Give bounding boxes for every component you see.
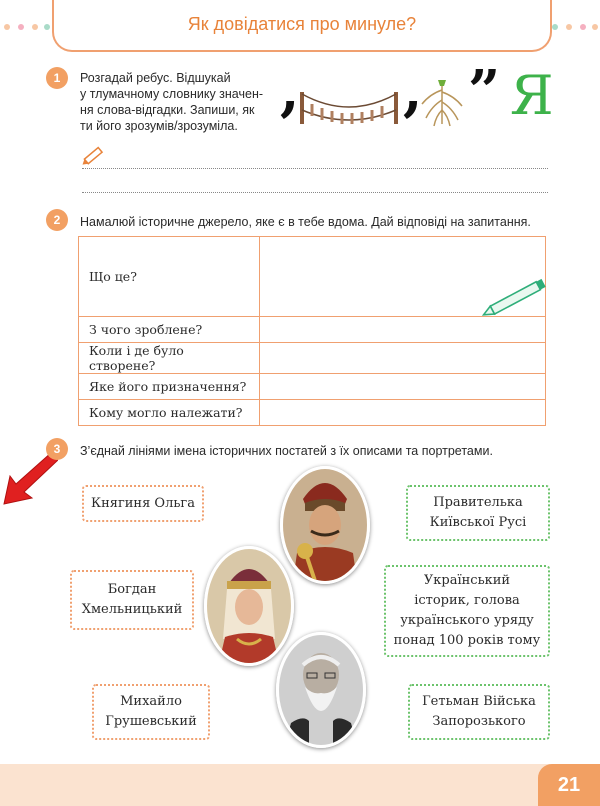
- description-box-hetman[interactable]: Гетьман Війська Запорозького: [408, 684, 550, 740]
- task-2-text: Намалюй історичне джерело, яке є в тебе вдома. Дай відповіді на запитання.: [80, 215, 531, 229]
- question-cell: Коли і де було створене?: [79, 343, 260, 374]
- name-box-khmelnytskyi[interactable]: Богдан Хмельницький: [70, 570, 194, 630]
- question-cell: Що це?: [79, 237, 260, 317]
- answer-line-2[interactable]: [82, 192, 548, 193]
- description-box-historian[interactable]: Український історик, голова українського уряду понад 100 років тому: [384, 565, 550, 657]
- rebus-letter: Я: [510, 64, 554, 127]
- portrait-olga[interactable]: [204, 546, 294, 666]
- answer-cell[interactable]: [260, 374, 546, 400]
- task-number-3: 3: [46, 438, 68, 460]
- question-cell: Кому могло належати?: [79, 400, 260, 426]
- root-icon: [416, 80, 468, 128]
- page-number: 21: [538, 764, 600, 806]
- decorative-dots-left: [0, 0, 52, 40]
- rebus-comma-3: ”: [468, 58, 501, 124]
- table-row: [79, 317, 546, 343]
- rebus-comma-2: ,: [403, 58, 423, 124]
- page-title: Як довідатися про минуле?: [187, 14, 417, 34]
- task-3-text: З’єднай лініями імена історичних постатей з їх описами та портретами.: [80, 444, 493, 458]
- answer-cell[interactable]: [260, 343, 546, 374]
- table-row: [79, 237, 546, 317]
- rebus-comma-1: ,: [280, 58, 300, 124]
- answer-cell[interactable]: [260, 400, 546, 426]
- footer-band: [0, 764, 600, 806]
- answer-line-1[interactable]: [82, 168, 548, 169]
- table-row: [79, 343, 546, 374]
- pencil-icon: [82, 144, 106, 166]
- portrait-hrushevskyi[interactable]: [276, 632, 366, 748]
- rope-bridge-icon: [298, 84, 402, 132]
- portrait-khmelnytskyi[interactable]: [280, 466, 370, 584]
- description-box-ruler[interactable]: Правителька Київської Русі: [406, 485, 550, 541]
- drawing-area[interactable]: [260, 237, 546, 317]
- name-box-olga[interactable]: Княгиня Ольга: [82, 485, 204, 522]
- answer-cell[interactable]: [260, 317, 546, 343]
- name-box-hrushevskyi[interactable]: Михайло Грушевський: [92, 684, 210, 740]
- question-cell: З чого зроблене?: [79, 317, 260, 343]
- title-tab: [52, 0, 552, 52]
- table-row: [79, 400, 546, 426]
- task-1-text: Розгадай ребус. Відшукай у тлумачному словнику значен- ня слова-відгадки. Запиши, як ти його зрозумів/зрозуміла.: [80, 71, 264, 133]
- pencil-drawing-icon: [479, 277, 553, 317]
- decorative-dots-right: [548, 0, 600, 40]
- questions-table: [78, 236, 546, 426]
- task-number-2: 2: [46, 209, 68, 231]
- table-row: [79, 374, 546, 400]
- question-cell: Яке його призначення?: [79, 374, 260, 400]
- task-number-1: 1: [46, 67, 68, 89]
